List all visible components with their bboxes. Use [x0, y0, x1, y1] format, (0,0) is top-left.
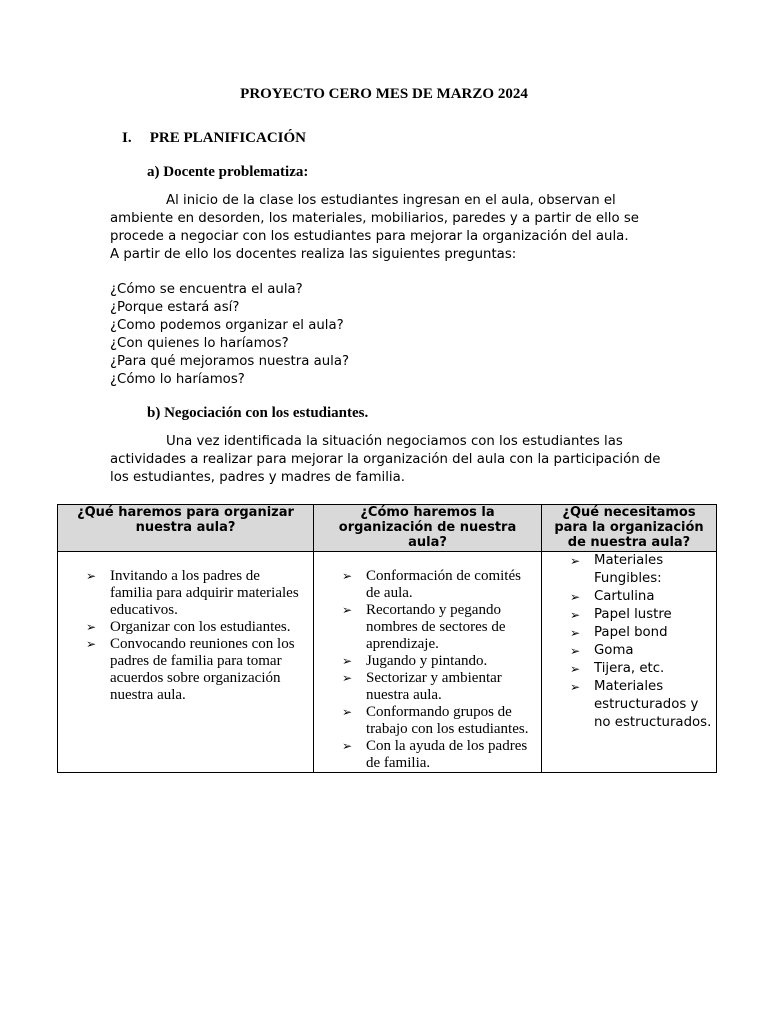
paragraph-negociacion: Una vez identificada la situación negociamos con los estudiantes las actividades a realizar para mejorar la organización del aula con la participación de los estudiantes, padres y madres de familia.	[110, 434, 661, 485]
subheading-negociacion: b) Negociación con los estudiantes.	[147, 405, 369, 421]
list-item-text: Con la ayuda de los padres de familia.	[366, 738, 528, 771]
list-item-text: Conformando grupos de trabajo con los estudiantes.	[366, 704, 529, 737]
list-item	[86, 619, 303, 636]
header-como-haremos: ¿Cómo haremos la organización de nuestra aula?	[314, 505, 542, 552]
cell-que-necesitamos	[542, 552, 717, 773]
arrow-bullet-icon: ➢	[342, 705, 353, 719]
paragraph-docente-intro: A partir de ello los docentes realiza las siguientes preguntas:	[110, 247, 517, 262]
section-heading	[122, 130, 306, 147]
list-item	[342, 738, 535, 772]
list-item	[570, 678, 712, 732]
cell-que-haremos	[58, 552, 314, 773]
header-que-necesitamos: ¿Qué necesitamos para la organización de nuestra aula?	[542, 505, 717, 552]
list-item-text: Conformación de comités de aula.	[366, 568, 521, 601]
arrow-bullet-icon: ➢	[342, 603, 353, 617]
question-item: ¿Con quienes lo haríamos?	[110, 336, 289, 351]
document-title: PROYECTO CERO MES DE MARZO 2024	[240, 86, 528, 102]
list-item	[342, 568, 535, 602]
header-que-haremos: ¿Qué haremos para organizar nuestra aula?	[58, 505, 314, 552]
list-item-text: Cartulina	[594, 589, 655, 604]
question-item: ¿Como podemos organizar el aula?	[110, 318, 344, 333]
list-item-text: Recortando y pegando nombres de sectores de aprendizaje.	[366, 602, 506, 652]
arrow-bullet-icon: ➢	[570, 644, 581, 658]
arrow-bullet-icon: ➢	[570, 626, 581, 640]
list-item-text: Convocando reuniones con los padres de familia para tomar acuerdos sobre organización nuestra aula.	[110, 636, 295, 703]
list-item	[570, 552, 712, 588]
list-item	[570, 624, 712, 642]
question-item: ¿Porque estará así?	[110, 300, 240, 315]
list-item-text: Goma	[594, 643, 634, 658]
arrow-bullet-icon: ➢	[570, 680, 581, 694]
arrow-bullet-icon: ➢	[342, 654, 353, 668]
list-item	[86, 636, 303, 704]
list-item-text: Tijera, etc.	[594, 661, 665, 676]
arrow-bullet-icon: ➢	[342, 569, 353, 583]
planning-table	[57, 504, 717, 773]
section-number: I.	[122, 130, 132, 146]
list-item-text: Jugando y pintando.	[366, 653, 488, 669]
arrow-bullet-icon: ➢	[570, 590, 581, 604]
paragraph-docente	[110, 192, 670, 264]
paragraph-docente-text: Al inicio de la clase los estudiantes ingresan en el aula, observan el ambiente en desorden, los materiales, mobiliarios, paredes y a partir de ello se procede a negociar con los estudiantes para mejorar la organización del aula.	[110, 193, 639, 244]
list-item-text: Organizar con los estudiantes.	[110, 619, 291, 635]
list-item	[342, 602, 535, 653]
list-item	[570, 642, 712, 660]
arrow-bullet-icon: ➢	[570, 554, 581, 568]
list-item-text: Materiales estructurados y no estructurados.	[594, 679, 712, 730]
cell-como-haremos	[314, 552, 542, 773]
list-item	[342, 653, 535, 670]
list-item	[570, 588, 712, 606]
question-item: ¿Cómo se encuentra el aula?	[110, 282, 303, 297]
questions-list	[110, 281, 349, 389]
question-item: ¿Cómo lo haríamos?	[110, 372, 245, 387]
arrow-bullet-icon: ➢	[570, 608, 581, 622]
list-item-text: Papel bond	[594, 625, 668, 640]
arrow-bullet-icon: ➢	[86, 637, 97, 651]
list-item	[86, 568, 303, 619]
list-item	[570, 660, 712, 678]
table-header-row	[58, 505, 717, 552]
arrow-bullet-icon: ➢	[86, 620, 97, 634]
list-item-text: Invitando a los padres de familia para adquirir materiales educativos.	[110, 568, 299, 618]
list-item-text: Sectorizar y ambientar nuestra aula.	[366, 670, 502, 703]
list-item	[342, 704, 535, 738]
arrow-bullet-icon: ➢	[570, 662, 581, 676]
subheading-docente: a) Docente problematiza:	[147, 164, 309, 180]
table-row	[58, 552, 717, 773]
arrow-bullet-icon: ➢	[342, 739, 353, 753]
question-item: ¿Para qué mejoramos nuestra aula?	[110, 354, 350, 369]
list-item-text: Papel lustre	[594, 607, 672, 622]
arrow-bullet-icon: ➢	[86, 569, 97, 583]
section-label: PRE PLANIFICACIÓN	[149, 130, 307, 146]
list-item	[570, 606, 712, 624]
list-item-text: Materiales Fungibles:	[594, 553, 664, 586]
arrow-bullet-icon: ➢	[342, 671, 353, 685]
list-item	[342, 670, 535, 704]
